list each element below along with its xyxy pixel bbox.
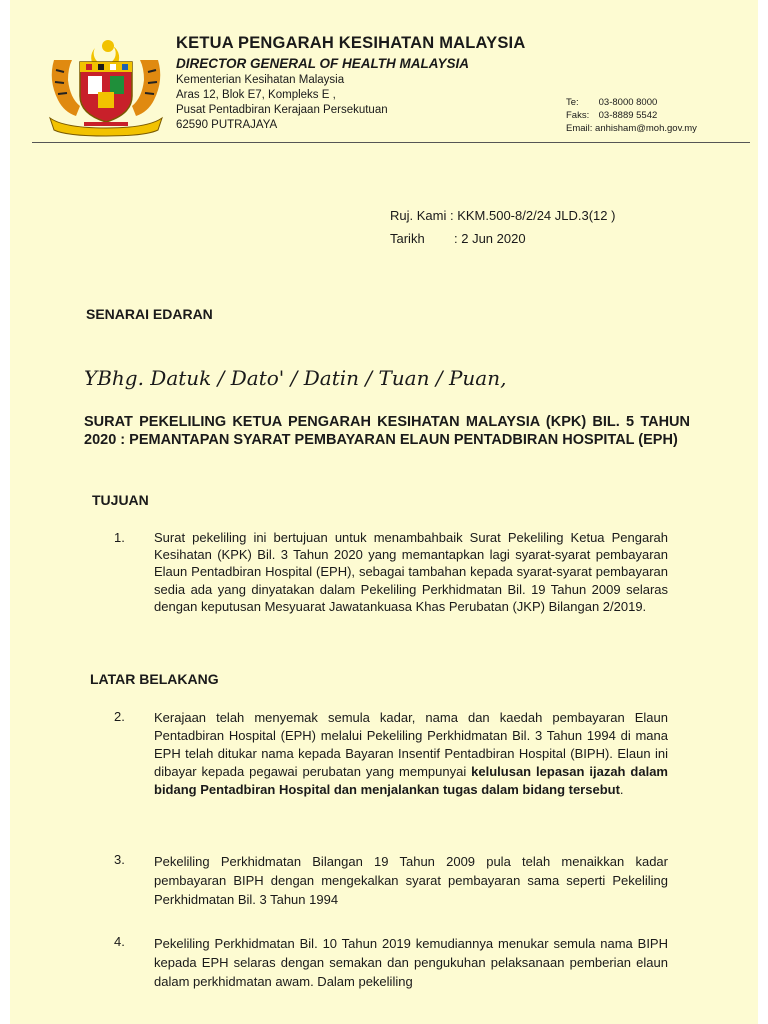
address-line: Kementerian Kesihatan Malaysia <box>176 74 345 86</box>
paragraph-number: 3. <box>114 852 125 867</box>
fax-value: 03-8889 5542 <box>598 110 658 121</box>
section-latar-belakang: LATAR BELAKANG <box>90 671 219 687</box>
ruj-label: Ruj. Kami : <box>390 208 454 223</box>
paragraph-2-emphasis: kelulusan lepasan ijazah dalam bidang Pentadbiran Hospital dan menjalankan tugas dalam bidang tersebut <box>154 764 668 797</box>
contact-block <box>566 96 697 135</box>
subject-heading: SURAT PEKELILING KETUA PENGARAH KESIHATAN MALAYSIA (KPK) BIL. 5 TAHUN 2020 : PEMANTAPAN SYARAT PEMBAYARAN ELAUN PENTADBIRAN HOSPITAL (EPH) <box>84 414 690 448</box>
paragraph-number: 1. <box>114 530 125 545</box>
paragraph-number: 2. <box>114 709 125 724</box>
paragraph-2 <box>154 709 668 799</box>
paragraph-2-text: Kerajaan telah menyemak semula kadar, nama dan kaedah pembayaran Elaun Pentadbiran Hospital (EPH) melalui Pekeliling Perkhidmatan Bil. 3 Tahun 1994 di mana EPH telah ditukar nama kepada Bayaran Insentif Pentadbiran Hospital (BIPH). Elaun ini dibayar kepada pegawai perubatan yang mempunyai <box>154 710 668 779</box>
header-divider <box>32 142 750 143</box>
section-tujuan: TUJUAN <box>92 492 149 508</box>
header-address <box>176 73 388 133</box>
distribution-heading: SENARAI EDARAN <box>86 306 213 322</box>
tarikh-value: : 2 Jun 2020 <box>454 231 526 246</box>
ruj-value: KKM.500-8/2/24 JLD.3(12 ) <box>457 208 616 223</box>
malaysia-coat-of-arms-icon <box>40 30 172 138</box>
reference-block <box>390 204 615 250</box>
salutation: YBhg. Datuk / Dato' / Datin / Tuan / Puan, <box>84 366 507 390</box>
paragraph-4: Pekeliling Perkhidmatan Bil. 10 Tahun 2019 kemudiannya menukar semula nama BIPH kepada EPH selaras dengan semakan dan pengukuhan pelaksanaan pemberian elaun dalam perkhidmatan awam. Dalam pekeliling <box>154 936 668 989</box>
address-line: Aras 12, Blok E7, Kompleks E , <box>176 89 336 101</box>
tel-label: Te: <box>566 97 579 108</box>
paragraph-number: 4. <box>114 934 125 949</box>
tarikh-label: Tarikh <box>390 231 425 246</box>
document-page <box>10 0 758 1024</box>
paragraph-1: Surat pekeliling ini bertujuan untuk menambahbaik Surat Pekeliling Ketua Pengarah Kesihatan (KPK) Bil. 3 Tahun 2020 yang memantapkan lagi syarat-syarat pembayaran Elaun Pentadbiran Hospital (EPH), sebagai tambahan kepada syarat-syarat pembayaran sedia ada yang dinyatakan dalam Pekeliling Perkhidmatan Bil. 19 Tahun 2009 selaras dengan keputusan Mesyuarat Jawatankuasa Khas Perubatan (JKP) Bilangan 2/2019. <box>154 530 668 614</box>
tel-value: 03-8000 8000 <box>598 97 658 108</box>
address-line: Pusat Pentadbiran Kerajaan Persekutuan <box>176 104 388 116</box>
header-title: KETUA PENGARAH KESIHATAN MALAYSIA <box>176 34 526 52</box>
email-label: Email: <box>566 123 593 134</box>
email-value[interactable]: anhisham@moh.gov.my <box>595 123 697 134</box>
header-subtitle: DIRECTOR GENERAL OF HEALTH MALAYSIA <box>176 56 470 71</box>
paragraph-2-tail: . <box>619 782 624 797</box>
fax-label: Faks: <box>566 110 590 121</box>
paragraph-3: Pekeliling Perkhidmatan Bilangan 19 Tahun 2009 pula telah menaikkan kadar pembayaran BIPH dengan mengekalkan syarat pembayaran sama seperti Pekeliling Perkhidmatan Bil. 3 Tahun 1994 <box>154 854 668 907</box>
address-line: 62590 PUTRAJAYA <box>176 119 278 131</box>
